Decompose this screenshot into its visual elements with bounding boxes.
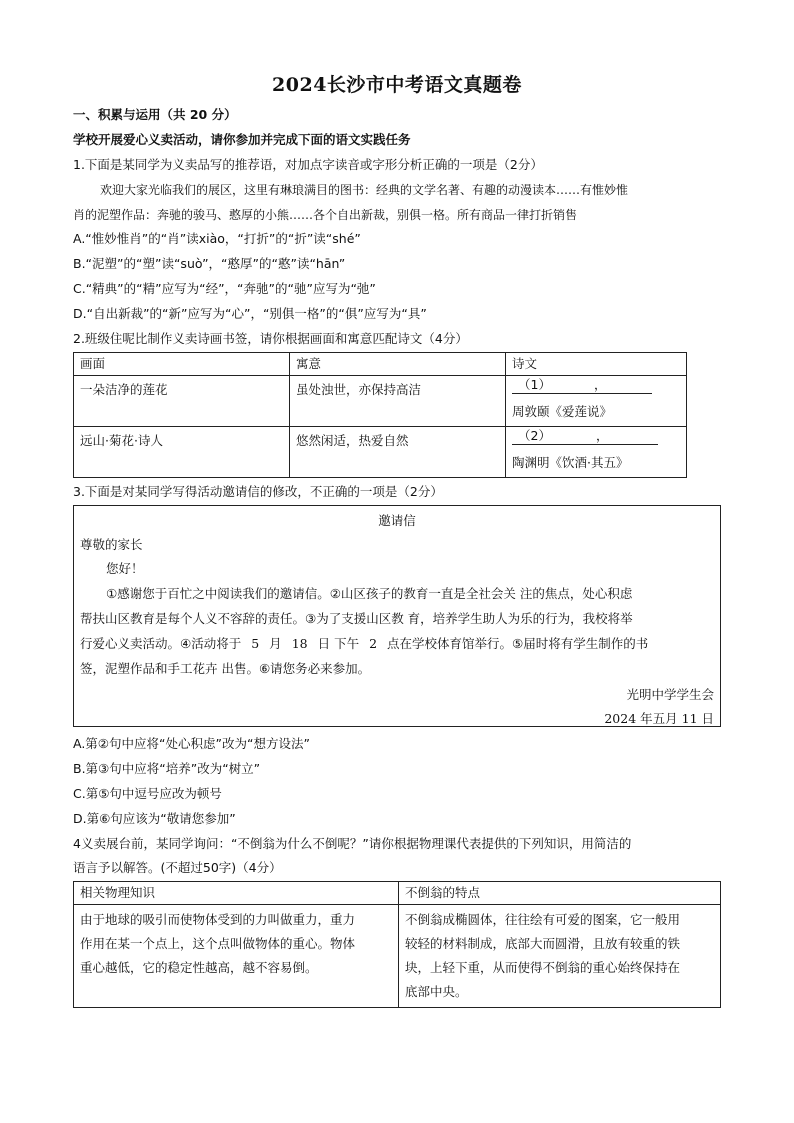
table-cell: 悠然闲适，热爱自然: [290, 427, 506, 478]
q3-option-d: D.第⑥句应该为“敬请您参加”: [73, 811, 236, 826]
table-header-cell: 寓意: [290, 353, 506, 376]
section-heading: 一、积累与运用（共 20 分）: [73, 107, 237, 122]
q4-stem: 4义卖展台前，某同学询问：“不倒翁为什么不倒呢？”请你根据物理课代表提供的下列知识，用简洁的: [73, 836, 632, 851]
feature-text-line: 不倒翁成椭圆体，往往绘有可爱的图案，它一般用: [405, 912, 681, 927]
q1-passage-line: 欢迎大家光临我们的展区，这里有琳琅满目的图书：经典的文学名著、有趣的动漫读本……有惟妙惟: [100, 183, 629, 197]
poem-source: 周敦颐《爱莲说》: [512, 404, 613, 419]
table-row: [74, 376, 687, 427]
table-row: [74, 882, 721, 905]
feature-text-line: 块，上轻下重，从而使得不倒翁的重心始终保持在: [405, 960, 681, 975]
q3-option-b: B.第③句中应将“培养”改为“树立”: [73, 761, 261, 776]
feature-text-line: 较轻的材料制成，底部大而圆滑，且放有较重的铁: [405, 936, 681, 951]
q1-option-b: B.“泥塑”的“塑”读“suò”，“憨厚”的“憨”读“hān”: [73, 256, 346, 271]
table-header-cell: 画面: [74, 353, 290, 376]
letter-body-line: 行爱心义卖活动。④活动将于 5 月 18 日 下午 2 点在学校体育馆举行。⑤届时将有学生制作的书: [80, 636, 649, 651]
poem-source: 陶渊明《饮酒·其五》: [512, 455, 629, 470]
letter-body-line: 帮扶山区教育是每个人义不容辞的责任。③为了支援山区教 育，培养学生助人为乐的行为，我校将举: [80, 611, 633, 626]
letter-date: 2024 年五月 11 日: [604, 711, 714, 726]
physics-text-line: 作用在某一个点上，这个点叫做物体的重心。物体: [80, 936, 356, 951]
q1-passage-line: 肖的泥塑作品：奔驰的骏马、憨厚的小熊……各个自出新裁，别俱一格。所有商品一律打折销售: [73, 208, 578, 222]
physics-text-line: 重心越低，它的稳定性越高，越不容易倒。: [80, 960, 318, 975]
q3-option-c: C.第⑤句中逗号应改为顿号: [73, 786, 222, 801]
table-cell: [399, 905, 721, 1008]
q4-stem: 语言予以解答。(不超过50字)（4分）: [73, 860, 282, 875]
table-cell: [506, 376, 687, 427]
q3-stem: 3.下面是对某同学写得活动邀请信的修改，不正确的一项是（2分）: [73, 484, 443, 499]
physics-text-line: 由于地球的吸引而使物体受到的力叫做重力，重力: [80, 912, 356, 927]
table-row: [74, 353, 687, 376]
q1-stem: 1.下面是某同学为义卖品写的推荐语，对加点字读音或字形分析正确的一项是（2分）: [73, 157, 543, 172]
letter-signature: 光明中学学生会: [626, 687, 714, 702]
table-header-cell: 诗文: [506, 353, 687, 376]
letter-body-line: 签，泥塑作品和手工花卉 出售。⑥请您务必来参加。: [80, 661, 371, 676]
answer-blank[interactable]: （2） ，: [512, 430, 658, 445]
table-cell: [506, 427, 687, 478]
table-cell: 远山·菊花·诗人: [74, 427, 290, 478]
q4-table: [73, 881, 721, 1008]
page-title: 2024长沙市中考语文真题卷: [272, 74, 522, 96]
q1-option-a: A.“惟妙惟肖”的“肖”读xiào，“打折”的“折”读“shé”: [73, 231, 361, 246]
letter-body-line: ①感谢您于百忙之中阅读我们的邀请信。②山区孩子的教育一直是全社会关 注的焦点，处心积虑: [106, 586, 633, 601]
letter-heading: 邀请信: [378, 513, 416, 528]
q2-stem: 2.班级住呢比制作义卖诗画书签，请你根据画面和寓意匹配诗文（4分）: [73, 331, 468, 346]
table-row: [74, 427, 687, 478]
letter-greeting: 您好！: [106, 561, 144, 576]
letter-salutation: 尊敬的家长: [80, 537, 143, 552]
q2-table: [73, 352, 687, 478]
table-header-cell: 不倒翁的特点: [399, 882, 721, 905]
feature-text-line: 底部中央。: [405, 984, 468, 999]
table-cell: [74, 905, 399, 1008]
q1-option-c: C.“精典”的“精”应写为“经”，“奔驰”的“驰”应写为“弛”: [73, 281, 376, 296]
table-row: [74, 905, 721, 1008]
q3-option-a: A.第②句中应将“处心积虑”改为“想方设法”: [73, 736, 310, 751]
invitation-letter: [73, 505, 721, 727]
table-header-cell: 相关物理知识: [74, 882, 399, 905]
table-cell: 一朵洁净的莲花: [74, 376, 290, 427]
task-intro: 学校开展爱心义卖活动，请你参加并完成下面的语文实践任务: [73, 132, 411, 147]
q1-option-d: D.“自出新裁”的“新”应写为“心”，“别俱一格”的“俱”应写为“具”: [73, 306, 427, 321]
answer-blank[interactable]: （1） ，: [512, 379, 652, 394]
table-cell: 虽处浊世，亦保持高洁: [290, 376, 506, 427]
